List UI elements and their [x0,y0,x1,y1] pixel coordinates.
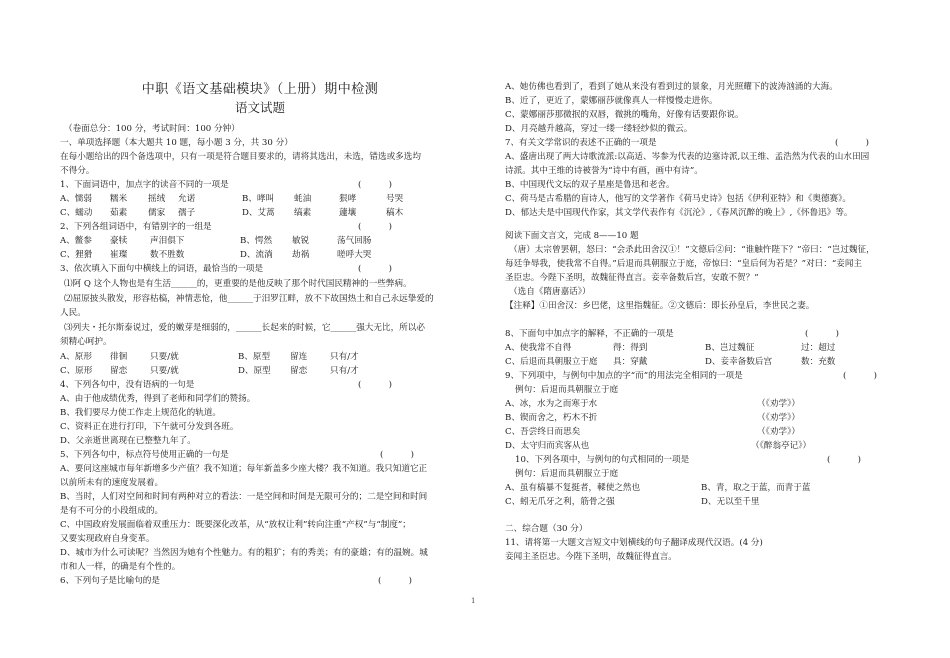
reading-passage-cont: 每廷争辱我，使我常不自得。”后退而具朝服立于庭，帝惊曰：“皇后何为若是？”对曰：“妾闻主 [505,259,863,269]
option-source: （《劝学》） [757,399,800,409]
answer-paren: ( ) [358,380,393,390]
option: 嗟呼大哭 [337,250,372,260]
answer-paren: ( ) [378,576,413,586]
option: A、使我常不自得 [505,343,572,353]
option: 数不胜数 [150,250,185,260]
q5-option-d: D、城市为什么可读呢？当然因为她有个性魅力。有的粗犷；有的秀美；有的豪雄；有的温婉。城 [60,548,428,558]
page-subtitle: 语文试题 [234,100,285,115]
option: B、哮叫 [242,194,275,204]
q7-option-a: A、盛唐出现了两大诗歌流派:以高适、岑参为代表的边塞诗派,以王维、孟浩然为代表的山水田园 [505,152,870,162]
option: D、艾蒿 [242,208,275,218]
option: 徘徊 [110,352,128,362]
q5-option-c-cont: 又要实现政府自身变革。 [60,534,155,544]
q9-example: 例句：后退而具朝服立于庭 [515,385,619,395]
q3-options-cd [60,364,359,379]
answer-paren: ( ) [358,180,393,190]
reading-source: （选自《隋唐嘉话》） [509,287,591,297]
option: 只有/才 [330,352,359,362]
option: B、原型 [238,352,271,362]
question-6: 6、下列句子是比喻句的是 [60,576,160,586]
question-11: 11、请将第一大题文言短文中划横线的句子翻译成现代汉语。(4 分) [505,538,763,548]
option: 允诺 [178,194,196,204]
reading-note: 【注释】①田舍汉：乡巴佬，这里指魏征。②文德后：即长孙皇后，李世民之妻。 [505,301,815,311]
option: A、鳖参 [60,236,92,246]
option: 得：得到 [613,343,648,353]
q5-option-d-cont: 市和人一样，的确是有个性的。 [60,562,181,572]
q5-option-b-cont: 是有不可分的小段组成的。 [60,506,164,516]
question-1: 1、下面词语中，加点字的读音不同的一项是 [60,180,229,190]
option: 蘧壤 [339,208,357,218]
section1-desc: 在每小题给出的四个备选项中，只有一项是符合题目要求的，请将其选出，未选，错选或多选均 [60,152,421,162]
q9-option-b [505,411,800,426]
q6-option-a: A、她仿佛也看到了，看到了她从来没有看到过的景象，月光照耀下的波涛汹涌的大海。 [505,82,838,92]
option: 糯米 [110,194,128,204]
q1-options-cd [60,206,403,221]
q7-option-c: C、荷马是古希腊的盲诗人，他写的文学著作《荷马史诗》包括《伊利亚特》和《奥德赛》。 [505,194,852,204]
question-10: 10、下列各项中，与例句的句式相同的一项是 [515,455,690,465]
q8-options-ab [505,341,835,356]
option-source: （《劝学》） [757,413,800,423]
option: 留连 [290,352,308,362]
option: 只要/就 [150,366,179,376]
option: B、青，取之于蓝，而青于蓝 [701,483,811,493]
q5-option-c: C、中国政府发展面临着双重压力：既要深化改革，从“放权让利”转向注重“产权”与“制度”； [60,520,411,530]
q6-option-c: C、蒙娜丽莎那微抿的双唇，微挑的嘴角，好像有话要跟你说。 [505,110,744,120]
option: 号哭 [386,194,404,204]
option: A、懦弱 [60,194,92,204]
option: D、无以至千里 [701,497,760,507]
option: 荡气回肠 [337,236,372,246]
q2-options-cd [60,248,371,263]
q4-option-a: A、由于他成绩优秀，得到了老师和同学们的赞扬。 [60,394,256,404]
option: B、岂过魏征 [705,343,755,353]
q5-option-a: A、要问这座城市每年新增多少产值？我不知道；每年新盖多少座大楼？我不知道。我只知道它正 [60,464,428,474]
exam-info: （卷面总分：100 分，考试时间：100 分钟） [64,124,240,134]
q11-text: 妾闻主圣臣忠。今陛下圣明，故魏征得直言。 [505,552,677,562]
q1-options-ab [60,192,403,207]
option: 留恋 [290,366,308,376]
option: D、太守归而宾客从也 [505,441,590,451]
q6-option-d: D、月亮越升越高，穿过一缕一缕轻纱似的微云。 [505,124,693,134]
option: 狠哮 [339,194,357,204]
option: C、蠕动 [60,208,93,218]
q3-sentence-3: ⑶列夫・托尔斯泰说过，爱的嫩芽是细弱的，______长起来的时候，它______强大无比，所以必 [64,323,425,333]
option: 劫祸 [292,250,310,260]
option: B、锲而舍之，朽木不折 [505,413,598,423]
option: 数：充数 [801,357,836,367]
question-5: 5、下列各句中，标点符号使用正确的一句是 [60,450,229,460]
reading-passage-end: 圣臣忠。今陛下圣明，故魏征得直言。妾幸备数后宫，安敢不贺？” [505,273,759,283]
q10-options-ab [505,481,810,496]
page-number: 1 [471,597,476,605]
option: B、愕然 [240,236,273,246]
option: C、蚓无爪牙之利，筋骨之强 [505,497,615,507]
option: 留恋 [110,366,128,376]
option: 缟素 [294,208,312,218]
q3-sentence-2: ⑵屈原披头散发，形容枯槁，神情悲怆，他______于汨罗江畔，放不下故国热土和自己永远挚爱的 [64,294,434,304]
q10-example: 例句：后退而具朝服立于庭 [515,469,619,479]
option: D、妾幸备数后宫 [705,357,773,367]
q9-option-c [505,425,800,440]
answer-paren: ( ) [380,450,415,460]
answer-paren: ( ) [827,455,862,465]
option: 只有/才 [330,366,359,376]
option: 只要/就 [150,352,179,362]
q6-option-b: B、近了，更近了，蒙娜丽莎就像真人一样慢慢走进你。 [505,96,718,106]
option-source: （《醉翁亭记》） [751,441,812,451]
q3-sentence-1: ⑴阿 Q 这个人物也是有生活______的，更重要的是他反映了那个时代国民精神的一些弊病。 [64,279,412,289]
question-9: 9、下列项中，与例句中加点的字“而”的用法完全相同的一项是 [505,371,743,381]
q3-sentence-3-cont: 须精心呵护。 [60,337,112,347]
q4-option-b: B、我们要尽力使工作走上规范化的轨道。 [60,408,222,418]
q3-options-ab [60,350,359,365]
option: 儒家 [148,208,166,218]
option: D、流淌 [240,250,273,260]
q3-sentence-2-cont: 人民。 [60,308,86,318]
q7-option-d: D、郁达夫是中国现代作家，其文学代表作有《沉沦》,《春风沉醉的晚上》,《怀鲁迅》等。 [505,208,853,218]
option: 摇绒 [148,194,166,204]
option: C、吾尝终日而思矣 [505,427,581,437]
option: 孺子 [178,208,196,218]
option: 过：超过 [801,343,836,353]
question-4: 4、下列各句中，没有语病的一句是 [60,380,195,390]
option: 茹素 [110,208,128,218]
option: D、原型 [238,366,271,376]
option: A、冰，水为之而寒于水 [505,399,598,409]
q2-options-ab [60,234,371,249]
answer-paren: ( ) [843,371,878,381]
option: 敏锐 [292,236,310,246]
q4-option-d: D、父亲逝世离现在已整整九年了。 [60,436,196,446]
q8-options-cd [505,355,835,370]
option: C、原形 [60,366,93,376]
option: 具：穿戴 [613,357,648,367]
page-title: 中职《语文基础模块》（上册）期中检测 [141,82,379,97]
q9-option-a [505,397,800,412]
q10-options-cd [505,495,759,510]
q7-option-a-cont: 诗派。其中王维的诗被誉为“诗中有画，画中有诗”。 [505,166,703,176]
option-source: （《劝学》） [757,427,800,437]
option: A、原形 [60,352,92,362]
answer-paren: ( ) [358,264,393,274]
question-8: 8、下面句中加点字的解释，不正确的一项是 [505,329,674,339]
option: 蚝油 [294,194,312,204]
section1-title: 一、单项选择题（本大题共 10 题，每小题 3 分，共 30 分） [60,138,293,148]
option: 声泪俱下 [150,236,185,246]
option: C、狸猾 [60,250,93,260]
q5-option-b: B、当时，人们对空间和时间有两种对立的看法：一是空间和时间是无限可分的；二是空间和时间 [60,492,428,502]
reading-intro: 阅读下面文言文，完成 8——10 题 [505,231,639,241]
question-2: 2、下列各组词语中，有错别字的一组是 [60,222,212,232]
option: 豪犊 [110,236,128,246]
question-3: 3、依次填入下面句中横线上的词语，最恰当的一项是 [60,264,264,274]
q9-option-d [505,439,811,454]
option: C、后退而具朝服立于庭 [505,357,598,367]
q5-option-a-cont: 以前所未有的速度发展着。 [60,478,164,488]
option: A、虽有槁暴不复挺者，輮使之然也 [505,483,641,493]
q4-option-c: C、资料正在进行打印，下午就可分发到各班。 [60,422,239,432]
answer-paren: ( ) [835,138,870,148]
option: 稿木 [386,208,404,218]
section1-desc-cont: 不得分。 [60,166,95,176]
reading-passage: （唐）太宗曾罢朝，怒曰：“会杀此田舍汉①！”文德后②问：“谁触忤陛下？”帝曰：“岂过魏征， [509,245,875,255]
answer-paren: ( ) [805,329,840,339]
answer-paren: ( ) [358,222,393,232]
option: 崔璨 [110,250,128,260]
q7-option-b: B、中国现代文坛的双子星座是鲁迅和老舍。 [505,180,675,190]
section2-title: 二、综合题（30 分） [505,524,588,534]
question-7: 7、有关文学常识的表述不正确的一项是 [505,138,657,148]
